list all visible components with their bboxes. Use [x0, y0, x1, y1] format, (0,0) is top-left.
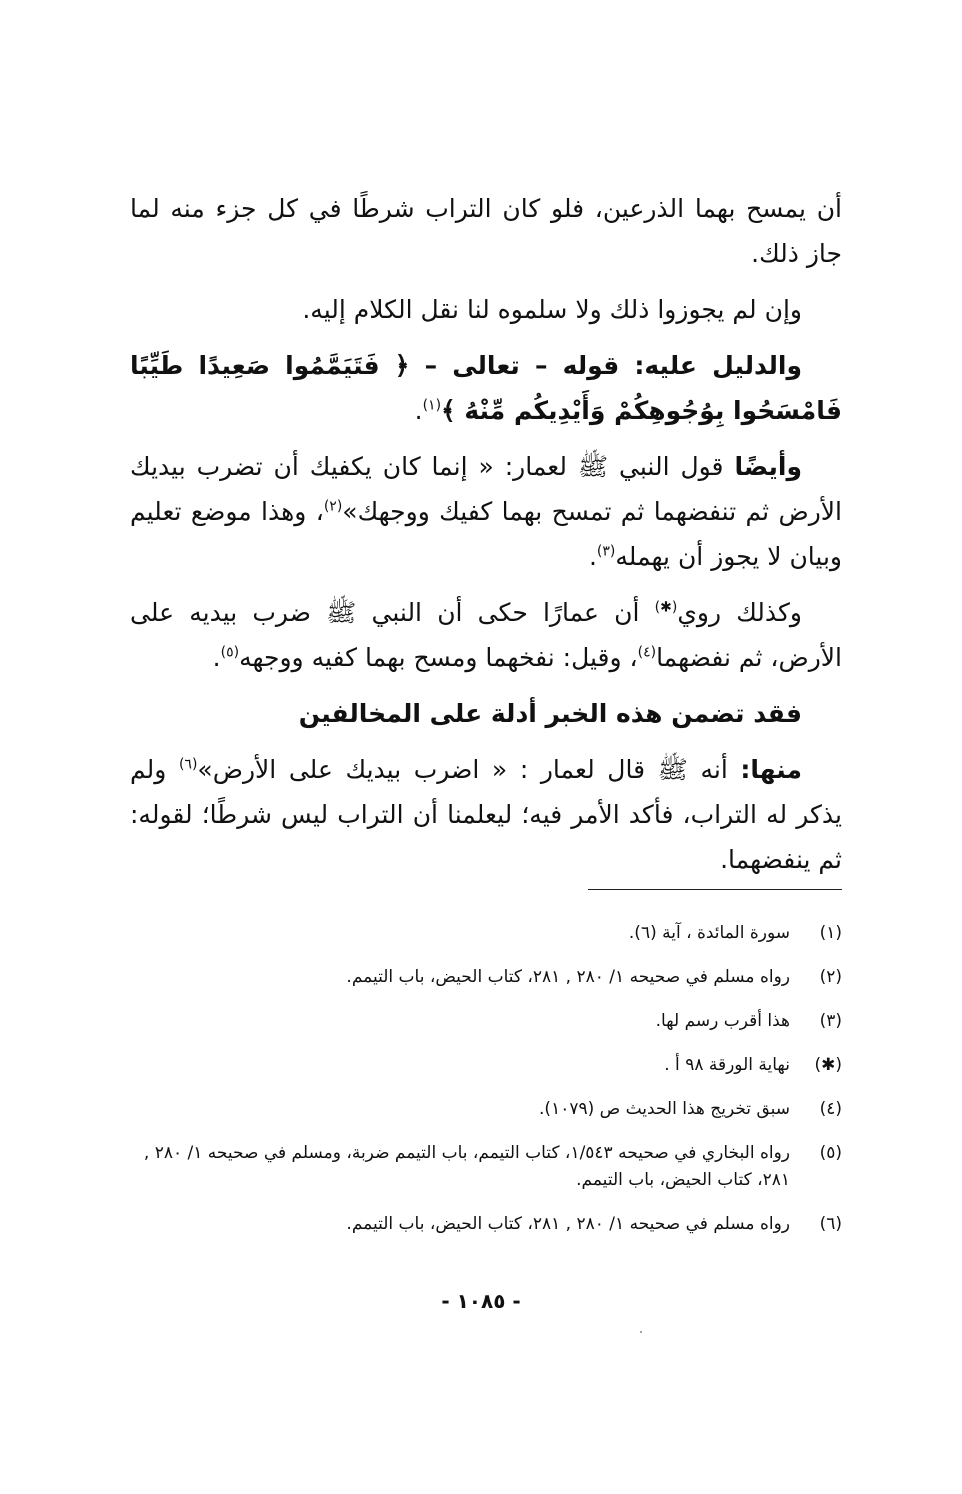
footnote: (✱) نهاية الورقة ٩٨ أ .	[664, 1055, 842, 1075]
page-number: - ١٠٨٥ -	[441, 1289, 521, 1313]
footnote-divider	[588, 889, 842, 890]
footnote: (٦) رواه مسلم في صحيحه ١/ ٢٨٠ , ٢٨١، كتاب الحيض، باب التيمم.	[346, 1214, 842, 1234]
footnote-ref: (٦)	[178, 756, 198, 773]
paragraph-4: وأيضًا قول النبي ﷺ لعمار: « إنما كان يكفيك أن تضرب بيديك الأرض ثم تنفضهما ثم تمسح بهما كفيك ووجهك»$^{(٢)}$، وهذا موضع تعليم وبيان لا يجوز أن يهمله$^{(٣)}$.	[130, 452, 842, 571]
scan-speck	[640, 1331, 642, 1333]
paragraph-3: والدليل عليه: قوله – تعالى – ﴿ فَتَيَمَّمُوا صَعِيدًا طَيِّبًا فَامْسَحُوا بِوُجُوهِكُمْ وَأَيْدِيكُم مِّنْهُ ﴾$^{(١)}$.	[130, 351, 842, 425]
footnotes	[130, 920, 842, 1255]
footnote-ref: (٢)	[323, 498, 343, 515]
footnote: (٤) سبق تخريج هذا الحديث ص (١٠٧٩).	[539, 1099, 842, 1119]
paragraph-5: وكذلك روي(✱) أن عمارًا حكى أن النبي ﷺ ضرب بيديه على الأرض، ثم نفضهما$^{(٤)}$، وقيل: نفخهما ومسح بهما كفيه ووجهه$^{(٥)}$.	[130, 598, 842, 672]
footnote-ref: (٤)	[637, 644, 657, 661]
footnote-ref: (٥)	[220, 644, 240, 661]
footnote: (٣) هذا أقرب رسم لها.	[655, 1011, 842, 1031]
footnote: (٥) رواه البخاري في صحيحه ١/٥٤٣، كتاب التيمم، باب التيمم ضربة، ومسلم في صحيحه ١/ ٢٨٠ , ٢٨١، كتاب الحيض، باب التيمم.	[143, 1143, 842, 1190]
section-heading: فقد تضمن هذه الخبر أدلة على المخالفين	[298, 699, 802, 728]
footnote-ref: (✱)	[654, 599, 678, 616]
footnote: (١) سورة المائدة ، آية (٦).	[628, 923, 842, 943]
paragraph-1: أن يمسح بهما الذرعين، فلو كان التراب شرطًا في كل جزء منه لما جاز ذلك.	[130, 194, 842, 268]
paragraph-6: منها: أنه ﷺ قال لعمار : « اضرب بيديك على الأرض»$^{(٦)}$ ولم يذكر له التراب، فأكد الأمر فيه؛ ليعلمنا أن التراب ليس شرطًا؛ لقوله: ثم ينفضهما.	[130, 755, 842, 874]
paragraph-lead: والدليل عليه:	[634, 351, 802, 380]
paragraph-lead: منها:	[740, 755, 802, 784]
footnote: (٢) رواه مسلم في صحيحه ١/ ٢٨٠ , ٢٨١، كتاب الحيض، باب التيمم.	[346, 967, 842, 987]
footnote-ref: (١)	[422, 397, 442, 414]
footnote-ref: (٣)	[596, 543, 616, 560]
paragraph-lead: وأيضًا	[734, 452, 802, 481]
main-text	[130, 186, 842, 893]
paragraph-2: وإن لم يجوزوا ذلك ولا سلموه لنا نقل الكلام إليه.	[302, 295, 802, 324]
